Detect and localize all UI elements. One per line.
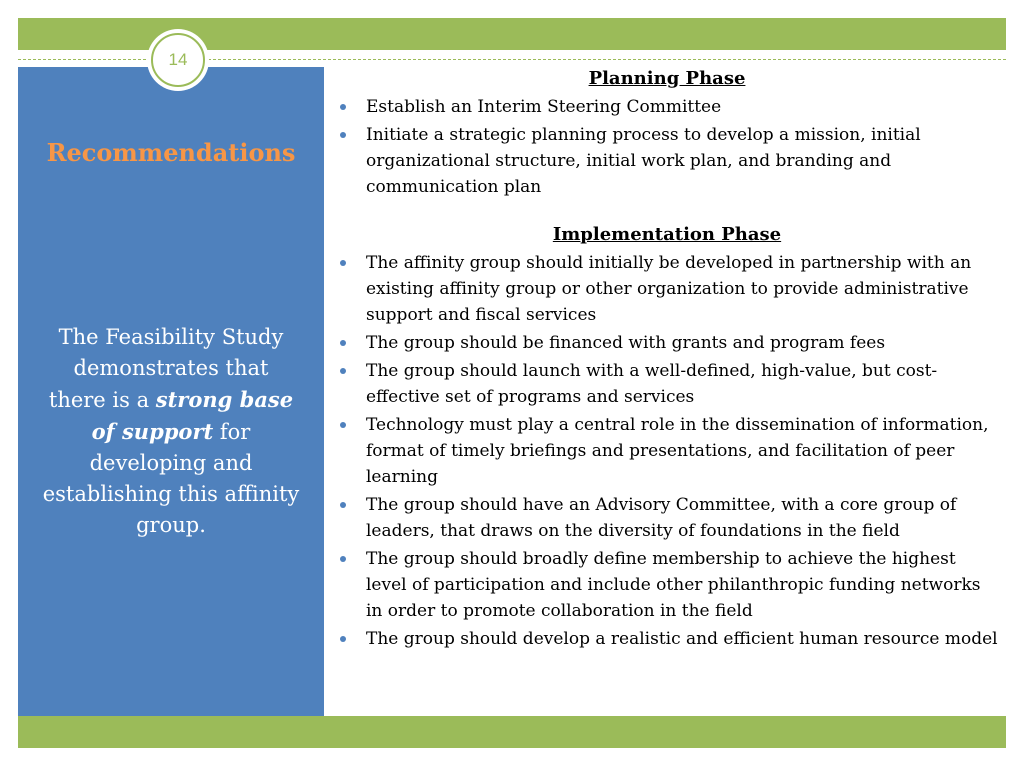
summary-text-end: for developing and establishing this affinity group.: [42, 420, 300, 537]
list-item: The group should have an Advisory Committee, with a core group of leaders, that draws on the diversity of foundations in the field: [336, 492, 998, 544]
implementation-list: [336, 250, 998, 652]
implementation-phase-title: Implementation Phase: [552, 224, 782, 245]
list-item: Initiate a strategic planning process to develop a mission, initial organizational structure, initial work plan, and branding and communication plan: [336, 122, 998, 200]
planning-phase-title: Planning Phase: [588, 68, 746, 89]
list-item: Technology must play a central role in the dissemination of information, format of timely briefings and presentations, and facilitation of peer learning: [336, 412, 998, 490]
list-item: The group should be financed with grants and program fees: [336, 330, 998, 356]
panel-heading: Recommendations: [46, 138, 296, 167]
list-item: The group should develop a realistic and efficient human resource model: [336, 626, 998, 652]
list-item: The group should launch with a well-defined, high-value, but cost-effective set of programs and services: [336, 358, 998, 410]
bottom-banner: [18, 716, 1006, 748]
summary-text-start: The Feasibility Study demonstrates that there is a: [48, 325, 284, 412]
slide-number: 14: [151, 33, 205, 87]
recommendations-content: [336, 66, 998, 652]
list-item: The group should broadly define membership to achieve the highest level of participation and include other philanthropic funding networks in order to promote collaboration in the field: [336, 546, 998, 624]
list-item: The affinity group should initially be developed in partnership with an existing affinity group or other organization to provide administrative support and fiscal services: [336, 250, 998, 328]
slide-number-badge: [147, 29, 209, 91]
summary-emphasis: strong base of support: [91, 387, 294, 444]
panel-summary: [42, 322, 300, 541]
list-item: Establish an Interim Steering Committee: [336, 94, 998, 120]
planning-list: [336, 94, 998, 200]
